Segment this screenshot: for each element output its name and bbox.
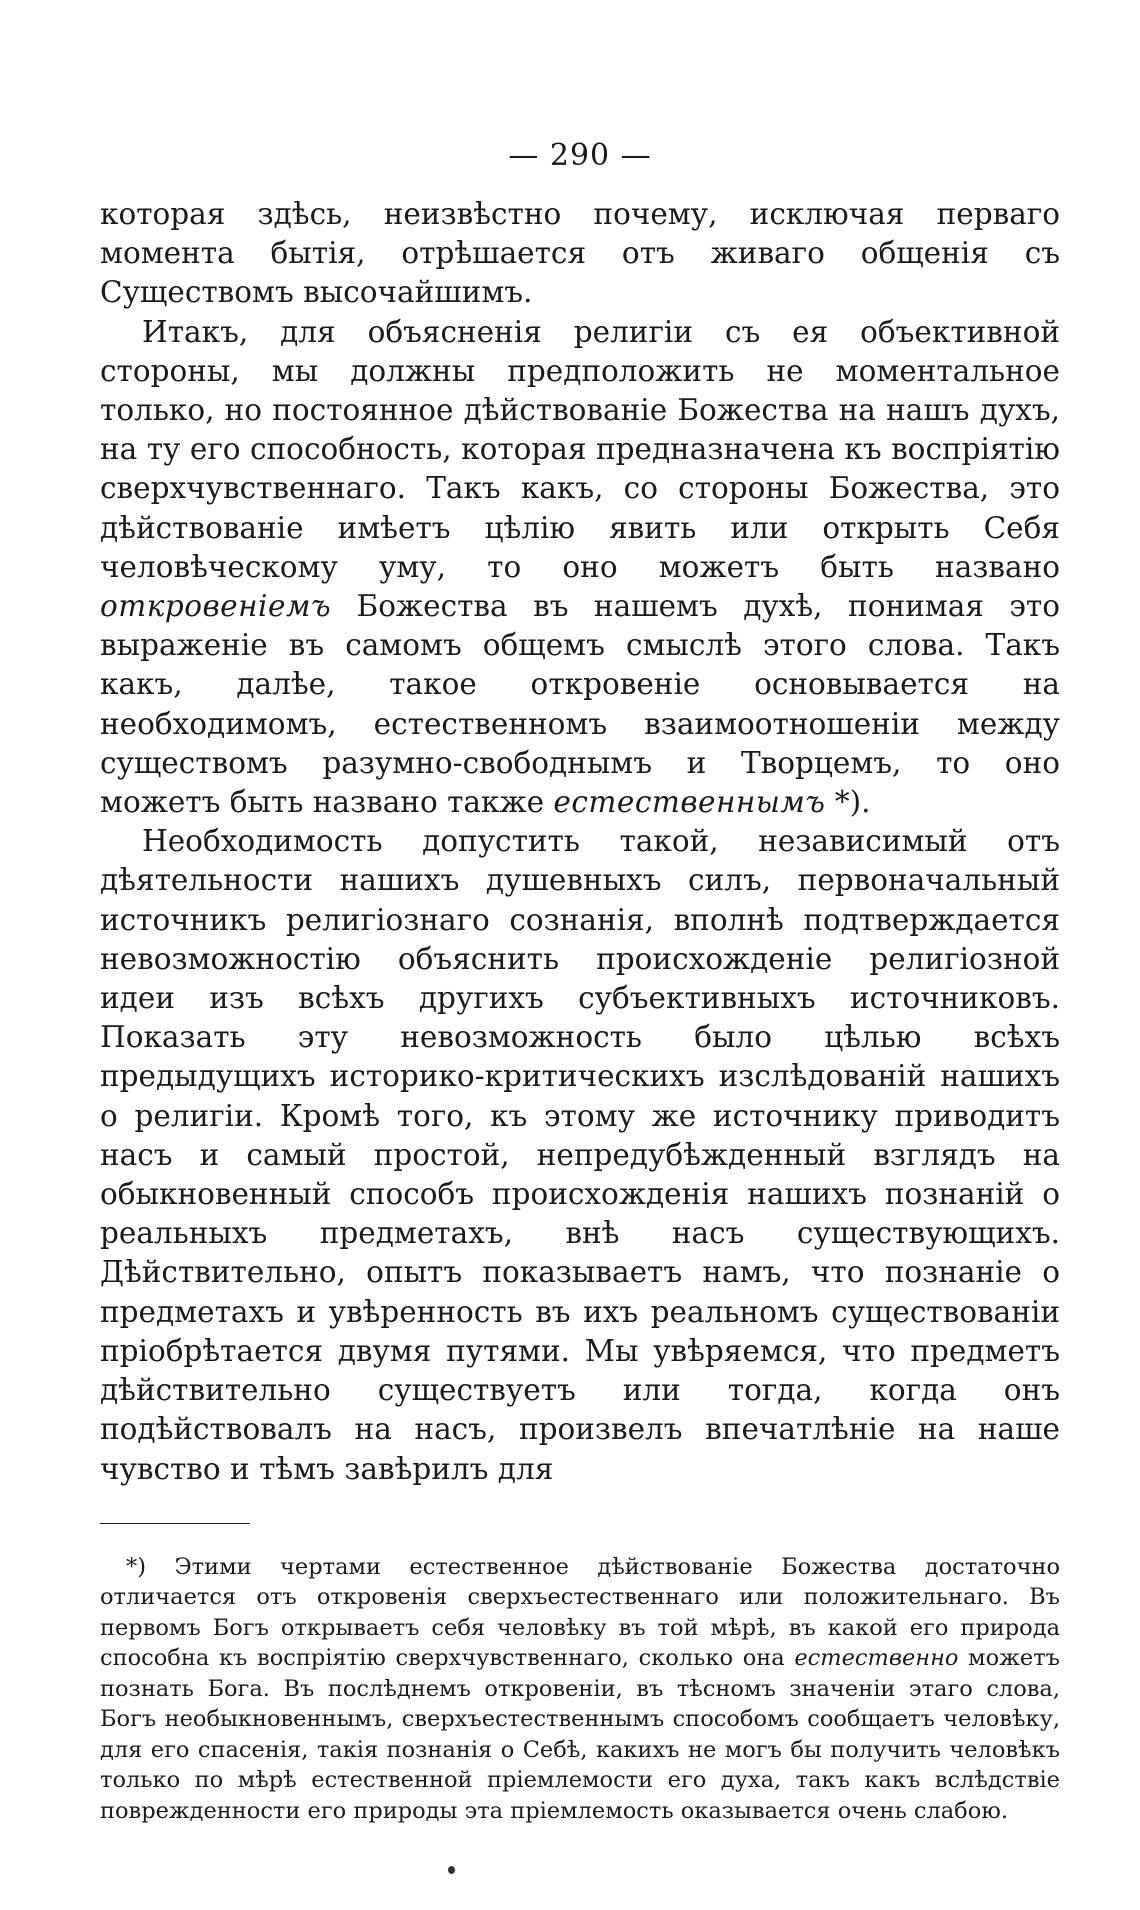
- italic-term-naturally: естественно: [794, 1645, 959, 1672]
- page: [100, 138, 1060, 1826]
- page-number: — 290 —: [508, 138, 652, 173]
- italic-term-natural: естественнымъ: [553, 785, 826, 820]
- footnote-marker: *).: [825, 785, 871, 820]
- body-text: [100, 195, 1060, 1489]
- footnote-paragraph: [100, 1552, 1060, 1827]
- paragraph-2-text: Божества въ нашемъ духѣ, понимая это выраженіе въ самомъ общемъ смыслѣ этого слова. Такъ какъ, далѣе, такое откровеніе основывается на необходимомъ, естественномъ взаимоотношеніи между существомъ разумно-свободнымъ и Творцемъ, то оно можетъ быть названо также: [100, 589, 1060, 820]
- ink-speck: [448, 1866, 455, 1874]
- footnote-separator: [100, 1523, 250, 1524]
- footnote-text: *) Этими чертами естественное дѣйствованіе Божества достаточно отличается отъ откровенія сверхъестественнаго или положительнаго. Въ первомъ Богъ открываетъ себя человѣку въ той мѣрѣ, въ какой его природа способна къ воспріятію сверхчувственнаго, сколько она: [100, 1553, 1060, 1672]
- italic-term-revelation: откровеніемъ: [100, 589, 332, 624]
- footnote-text: можетъ познать Бога. Въ послѣднемъ откровеніи, въ тѣсномъ значеніи этаго слова, Богъ необыкновеннымъ, сверхъестественнымъ способомъ сообщаетъ человѣку, для его спасенія, такія познанія о Себѣ, какихъ не могъ бы получить человѣкъ только по мѣрѣ естественной пріемлемости его духа, такъ какъ вслѣдствіе поврежденности его природы эта пріемлемость оказывается очень слабою.: [100, 1645, 1060, 1824]
- paragraph-2: [100, 313, 1060, 823]
- footnote: [100, 1552, 1060, 1827]
- paragraph-3-text: Необходимость допустить такой, независимый отъ дѣятельности нашихъ душевныхъ силъ, первоначальный источникъ религіознаго сознанія, вполнѣ подтверждается невозможностію объяснить происхожденіе религіозной идеи изъ всѣхъ другихъ субъективныхъ источниковъ. Показать эту невозможность было цѣлью всѣхъ предыдущихъ историко-критическихъ изслѣдованій нашихъ о религіи. Кромѣ того, къ этому же источнику приводитъ насъ и самый простой, непредубѣжденный взглядъ на обыкновенный способъ происхожденія нашихъ познаній о реальныхъ предметахъ, внѣ насъ существующихъ. Дѣйствительно, опытъ показываетъ намъ, что познаніе о предметахъ и увѣренность въ ихъ реальномъ существованіи пріобрѣтается двумя путями. Мы увѣряемся, что предметъ дѣйствительно существуетъ или тогда, когда онъ подѣйствовалъ на насъ, произвелъ впечатлѣніе на наше чувство и тѣмъ завѣрилъ для: [100, 824, 1060, 1486]
- paragraph-1: [100, 195, 1060, 313]
- paragraph-3: [100, 822, 1060, 1488]
- paragraph-2-text: Итакъ, для объясненія религіи съ ея объективной стороны, мы должны предположить не моментальное только, но постоянное дѣйствованіе Божества на нашъ духъ, на ту его способность, которая предназначена къ воспріятію сверхчувственнаго. Такъ какъ, со стороны Божества, это дѣйствованіе имѣетъ цѣлію явить или открыть Себя человѣческому уму, то оно можетъ быть названо: [100, 314, 1060, 584]
- paragraph-1-text: которая здѣсь, неизвѣстно почему, исключая перваго момента бытія, отрѣшается отъ живаго общенія съ Существомъ высочайшимъ.: [100, 197, 1060, 310]
